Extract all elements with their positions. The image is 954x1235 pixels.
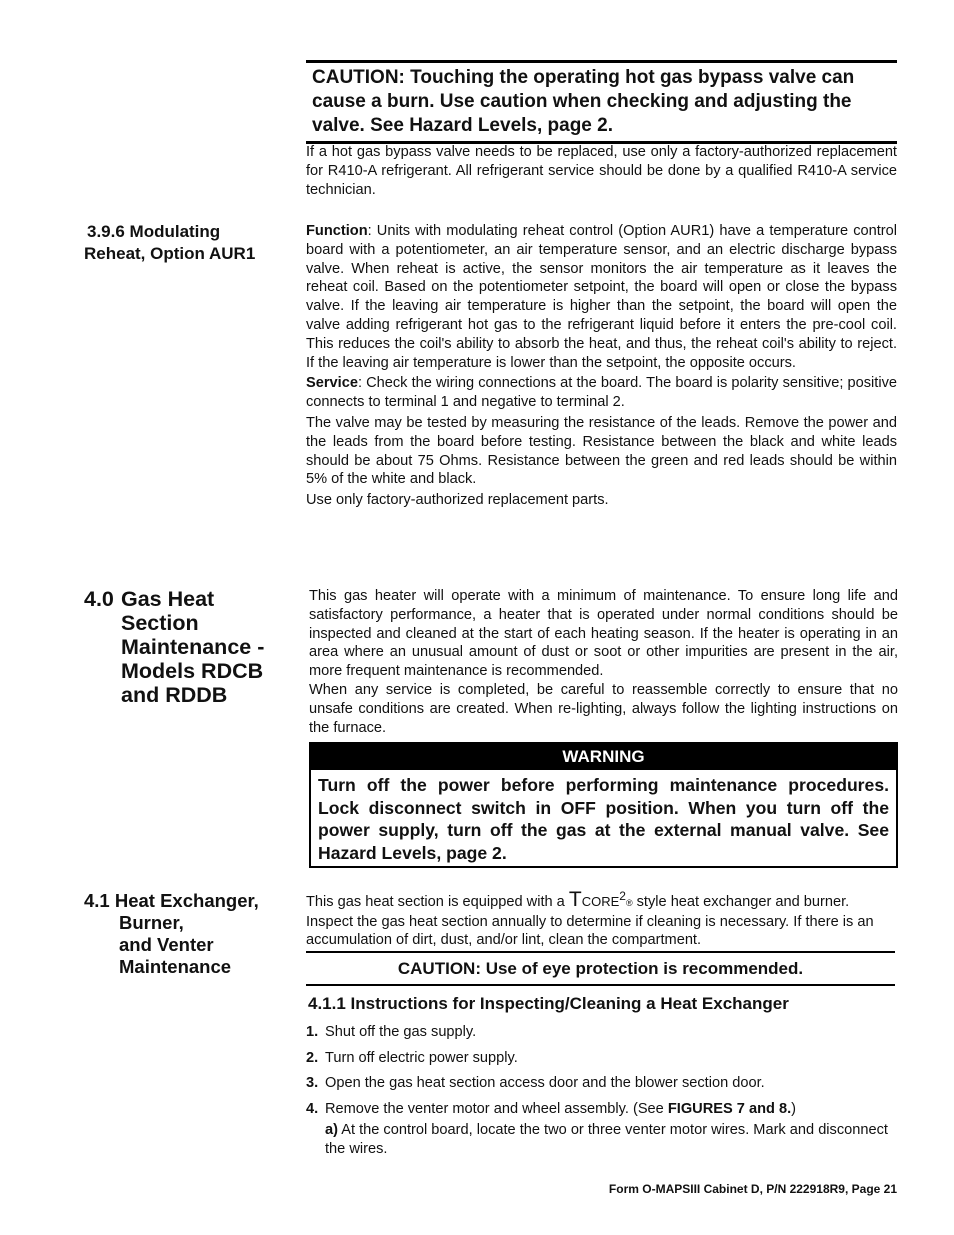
steps-list bbox=[306, 1023, 897, 1159]
service-text: : Check the wiring connections at the board. The board is polarity sensitive; positive connects to terminal 1 and negative to terminal 2. bbox=[306, 375, 897, 411]
warning-box bbox=[309, 742, 898, 868]
section-heading-3-9-6: 3.9.6 Modulating Reheat, Option AUR1 bbox=[84, 222, 256, 263]
sub-list-item: a) At the control board, locate the two or three venter motor wires. Mark and disconnect the wires. bbox=[325, 1121, 888, 1157]
list-item: 4. Remove the venter motor and wheel assembly. (See FIGURES 7 and 8.) bbox=[306, 1100, 796, 1117]
intro-text: style heat exchanger and burner. Inspect the gas heat section annually to determine if cleaning is necessary. If there is an accumulation of dirt, dust, and/or lint, clean the compartment. bbox=[306, 893, 874, 949]
parts-paragraph: Use only factory-authorized replacement parts. bbox=[306, 492, 609, 509]
function-paragraph bbox=[306, 222, 897, 372]
service-label: Service bbox=[306, 375, 358, 392]
brand-name: CORE bbox=[581, 893, 620, 909]
heading-line: Heat Exchanger, bbox=[114, 890, 259, 911]
warning-title: WARNING bbox=[311, 744, 896, 770]
section-heading-4-0 bbox=[84, 587, 294, 707]
caution-hot-gas: CAUTION: Touching the operating hot gas bypass valve can cause a burn. Use caution when checking and adjusting the valve. See Hazard Levels, page 2. bbox=[306, 60, 897, 144]
figure-reference: FIGURES 7 and 8. bbox=[667, 1100, 792, 1117]
page-footer: Form O-MAPSIII Cabinet D, P/N 222918R9, Page 21 bbox=[608, 1182, 897, 1196]
bypass-replace-paragraph: If a hot gas bypass valve needs to be replaced, use only a factory-authorized replacement for R410-A refrigerant. All refrigerant service should be done by a qualified R410-A service technician. bbox=[306, 144, 897, 198]
heading-line: and RDDB bbox=[121, 683, 228, 707]
registered-mark: ® bbox=[625, 897, 633, 908]
service-paragraph bbox=[306, 374, 897, 412]
heading-line: Maintenance - bbox=[121, 635, 265, 659]
list-item: 3. Open the gas heat section access door and the blower section door. bbox=[306, 1075, 765, 1091]
heading-line: Burner, bbox=[119, 912, 184, 933]
brand-superscript: 2 bbox=[619, 889, 626, 903]
intro-text: This gas heat section is equipped with a bbox=[306, 893, 569, 910]
warning-text: Turn off the power before performing maintenance procedures. Lock disconnect switch in OFF position. When you turn off the power supply, turn off the gas at the external manual valve. See Hazard Levels, page 2. bbox=[318, 775, 889, 863]
section-4-0-body bbox=[309, 587, 898, 737]
heading-number: 4.1 bbox=[84, 890, 110, 911]
heading-number: 4.0 bbox=[84, 587, 114, 611]
caution-eye-protection: CAUTION: Use of eye protection is recommended. bbox=[306, 951, 895, 986]
section-heading-4-1 bbox=[84, 890, 294, 978]
heading-line: Models RDCB bbox=[121, 659, 264, 683]
heading-line: Gas Heat bbox=[121, 587, 215, 611]
sub-heading-4-1-1: 4.1.1 Instructions for Inspecting/Cleaning a Heat Exchanger bbox=[308, 994, 789, 1013]
heading-line: Section bbox=[121, 611, 199, 635]
function-label: Function bbox=[306, 223, 368, 239]
reassemble-paragraph: When any service is completed, be careful to reassemble correctly to ensure that no unsafe conditions are created. When re-lighting, always follow the lighting instructions on the furnace. bbox=[309, 681, 898, 736]
function-text: : Units with modulating reheat control (Option AUR1) have a temperature control board with a potentiometer, an air temperature sensor, and an electric discharge bypass valve. When reheat is active, the sensor monitors the air temperature as it leaves the reheat coil. Based on the potentiometer setpoint, the board will open or close the bypass valve. If the leaving air temperature is higher than the setpoint, the board will open the valve adding refrigerant hot gas to the refrigerant liquid before it enters the pre-cool coil. This reduces the coil's ability to absorb the heat, and thus, the reheat coil's ability to reject. If the leaving air temperature is lower than the setpoint, the opposite occurs. bbox=[306, 223, 897, 371]
brand-initial: T bbox=[568, 887, 582, 911]
maintenance-paragraph: This gas heater will operate with a minimum of maintenance. To ensure long life and satisfactory performance, a heater that is operated under normal conditions should be inspected and cleaned at the start of each heating season. If the heater is operating in an area where an unusual amount of dust or soot or other impurities are present in the air, more frequent maintenance is recommended. bbox=[309, 588, 898, 680]
list-item: 2. Turn off electric power supply. bbox=[306, 1049, 518, 1066]
list-item: 1. Shut off the gas supply. bbox=[306, 1024, 477, 1040]
heading-line: Maintenance bbox=[119, 956, 232, 977]
tcore-intro-paragraph bbox=[306, 887, 896, 950]
valve-test-paragraph: The valve may be tested by measuring the resistance of the leads. Remove the power and the leads from the board before testing. Resistance between the black and white leads should be about 75 Ohms. Resistance between the green and red leads should be within 5% of the white and black. bbox=[306, 414, 897, 488]
section-3-9-6-body bbox=[306, 222, 897, 510]
heading-line: and Venter bbox=[119, 934, 214, 955]
